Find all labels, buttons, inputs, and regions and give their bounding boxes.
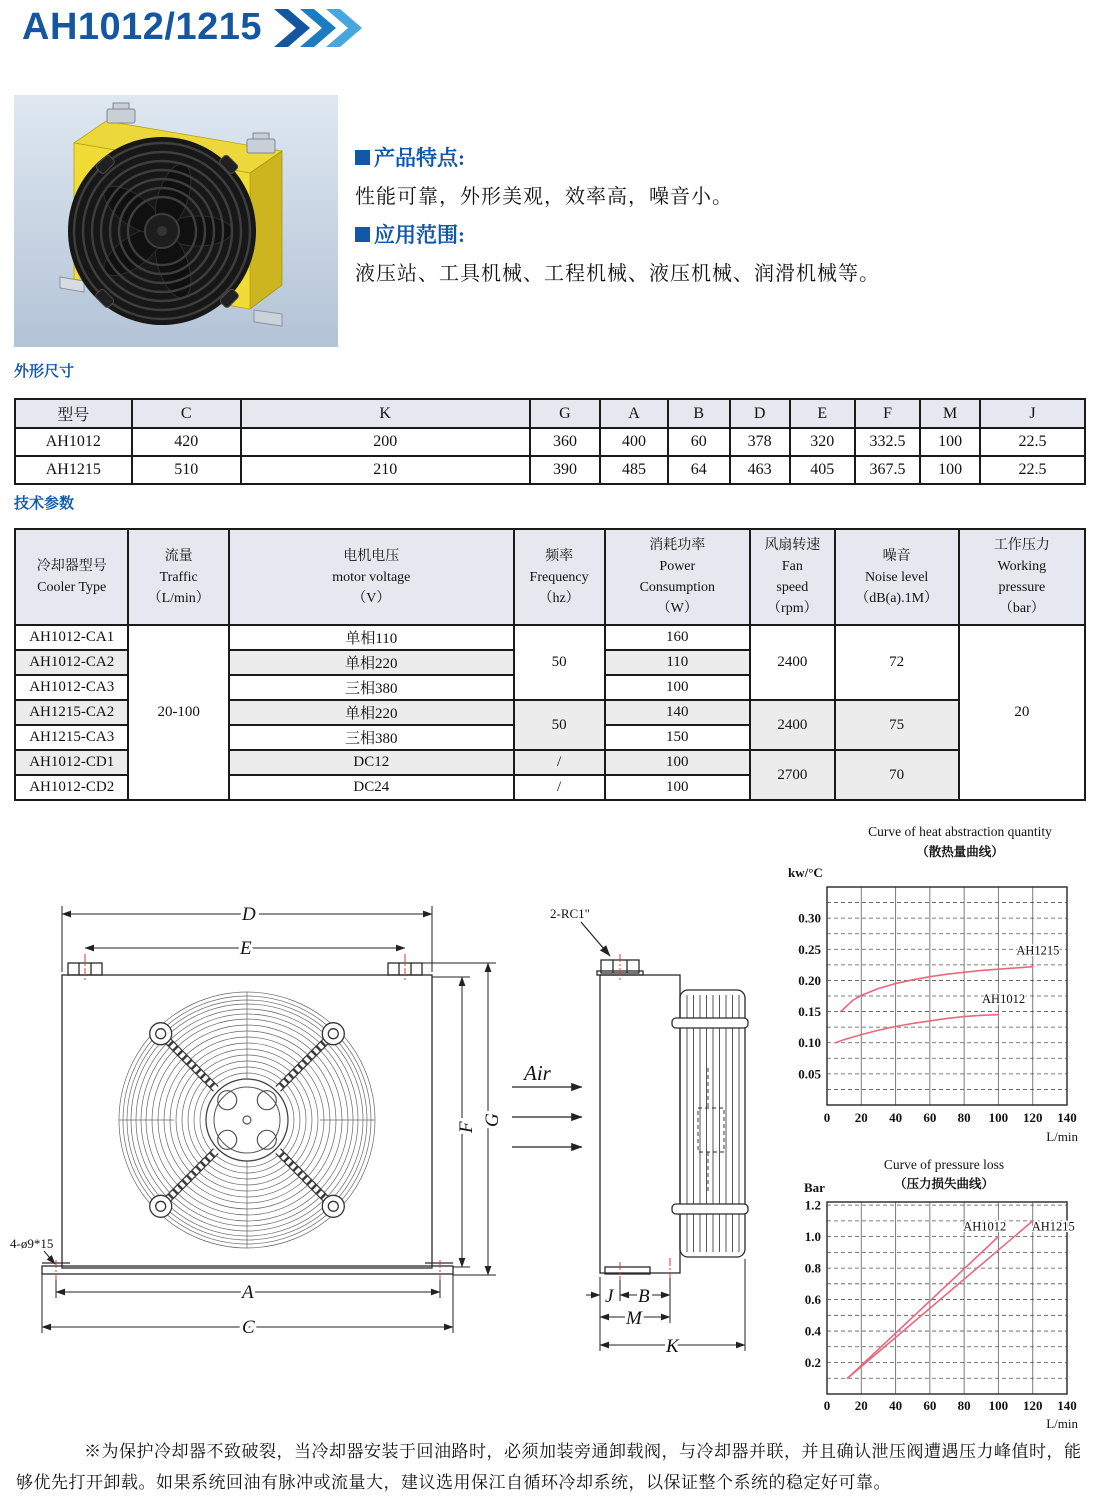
tech-cell: 70: [835, 750, 959, 800]
chart-title: Curve of heat abstraction quantity: [868, 824, 1052, 839]
tech-cell: 20-100: [128, 625, 229, 800]
dim-cell: 360: [530, 428, 601, 456]
parameters-table: [14, 528, 1086, 801]
dimensions-table-wrap: [14, 398, 1086, 485]
tech-cell: 三相380: [229, 675, 514, 700]
tech-cell: 110: [605, 650, 751, 675]
dim-cell: 510: [132, 456, 241, 484]
dim-label-e: E: [240, 938, 252, 959]
dim-cell: 22.5: [980, 428, 1085, 456]
dim-cell: 100: [920, 428, 980, 456]
tech-cell: AH1012-CA1: [15, 625, 128, 650]
tech-cell: 三相380: [229, 725, 514, 750]
tech-cell: 160: [605, 625, 751, 650]
dim-cell: 210: [241, 456, 530, 484]
tech-cell: /: [514, 750, 605, 775]
dim-header-cell: G: [530, 399, 601, 428]
section-label-dimensions: 外形尺寸: [14, 363, 75, 380]
x-tick-label: 20: [854, 1398, 868, 1413]
tech-cell: 2700: [750, 750, 835, 800]
dim-cell: 320: [790, 428, 855, 456]
x-tick-label: 60: [923, 1398, 937, 1413]
dim-cell: 485: [600, 456, 667, 484]
y-tick-label: 0.4: [804, 1323, 821, 1339]
dim-header-cell: K: [241, 399, 530, 428]
dim-cell: 463: [730, 456, 790, 484]
features-heading: 产品特点:: [374, 146, 465, 170]
dim-header-cell: M: [920, 399, 980, 428]
dim-cell: 60: [668, 428, 730, 456]
page-title: AH1012/1215: [22, 6, 263, 48]
scope-text: 液压站、工具机械、工程机械、液压机械、润滑机械等。: [355, 263, 880, 285]
dim-cell: AH1012: [15, 428, 132, 456]
x-axis-unit: L/min: [1046, 1129, 1078, 1144]
tech-cell: DC12: [229, 750, 514, 775]
tech-cell: 50: [514, 625, 605, 700]
parameters-table-wrap: [14, 528, 1086, 801]
tech-header-cell: 工作压力 Working pressure （bar）: [959, 529, 1085, 625]
dimensions-table: [14, 398, 1086, 485]
dim-cell: 64: [668, 456, 730, 484]
y-tick-label: 0.2: [804, 1355, 821, 1371]
dim-label-g: G: [482, 1113, 503, 1127]
y-tick-label: 0.8: [804, 1260, 821, 1276]
series-AH1012: [848, 1237, 999, 1379]
dim-label-a: A: [242, 1282, 254, 1303]
y-tick-label: 0.20: [798, 972, 821, 988]
dim-cell: 332.5: [855, 428, 920, 456]
tech-cell: 140: [605, 700, 751, 725]
y-tick-label: 0.05: [798, 1066, 821, 1082]
tech-header-cell: 噪音 Noise level （dB(a).1M）: [835, 529, 959, 625]
tech-cell: 单相110: [229, 625, 514, 650]
tech-cell: AH1012-CA2: [15, 650, 128, 675]
y-tick-label: 0.25: [798, 941, 821, 957]
heat-curve-chart: [780, 820, 1090, 1155]
y-tick-label: 0.30: [798, 910, 821, 926]
x-axis-unit: L/min: [1046, 1416, 1078, 1431]
chart-title: Curve of pressure loss: [883, 1157, 1005, 1172]
tech-cell: 75: [835, 700, 959, 750]
tech-cell: DC24: [229, 775, 514, 800]
y-tick-label: 1.2: [804, 1197, 821, 1213]
dim-header-cell: A: [600, 399, 667, 428]
tech-cell: /: [514, 775, 605, 800]
tech-cell: AH1012-CA3: [15, 675, 128, 700]
y-axis-unit: kw/°C: [788, 865, 823, 880]
x-tick-label: 0: [823, 1398, 831, 1413]
x-tick-label: 0: [823, 1110, 831, 1125]
dim-cell: 390: [530, 456, 601, 484]
dim-cell: 100: [920, 456, 980, 484]
x-tick-label: 80: [957, 1110, 971, 1125]
y-tick-label: 0.6: [804, 1292, 821, 1308]
fan-illustration: [68, 137, 256, 325]
tech-cell: 50: [514, 700, 605, 750]
x-tick-label: 80: [957, 1398, 971, 1413]
tech-cell: 单相220: [229, 700, 514, 725]
tech-cell: 100: [605, 675, 751, 700]
section-label-parameters: 技术参数: [14, 495, 75, 512]
dim-label-f: F: [456, 1121, 477, 1133]
dim-header-cell: C: [132, 399, 241, 428]
x-tick-label: 140: [1057, 1398, 1077, 1413]
tech-header-cell: 消耗功率 Power Consumption （W）: [605, 529, 751, 625]
fitting-note: 2-RC1": [550, 906, 590, 921]
series-label: AH1215: [1016, 943, 1060, 958]
chart-subtitle: （散热量曲线）: [916, 845, 1004, 859]
series-label: AH1012: [982, 991, 1026, 1006]
footer-note: ※为保护冷却器不致破裂，当冷却器安装于回油路时，必须加装旁通卸载阀，与冷却器并联，并且确认泄压阀遭遇压力峰值时，能够优先打开卸载。如果系统回油有脉冲或流量大，建议选用保江自循环冷却系统，以保证整个系统的稳定好可靠。: [16, 1442, 1082, 1493]
dim-header-cell: D: [730, 399, 790, 428]
tech-cell: 2400: [750, 625, 835, 700]
side-view-drawing: [512, 906, 748, 1357]
product-photo: [14, 95, 338, 347]
series-label: AH1215: [1031, 1219, 1075, 1234]
x-tick-label: 40: [889, 1110, 903, 1125]
dim-header-cell: 型号: [15, 399, 132, 428]
dim-label-d: D: [242, 904, 256, 925]
dim-cell: 420: [132, 428, 241, 456]
dim-cell: 367.5: [855, 456, 920, 484]
tech-cell: AH1215-CA3: [15, 725, 128, 750]
dim-cell: 405: [790, 456, 855, 484]
hole-note: 4-ø9*15: [10, 1236, 54, 1251]
tech-header-cell: 风扇转速 Fan speed （rpm）: [750, 529, 835, 625]
dim-label-j: J: [605, 1286, 614, 1307]
tech-header-cell: 电机电压 motor voltage （V）: [229, 529, 514, 625]
x-tick-label: 40: [889, 1398, 903, 1413]
tech-header-cell: 频率 Frequency （hz）: [514, 529, 605, 625]
dim-cell: 378: [730, 428, 790, 456]
page-header: [22, 6, 364, 49]
y-tick-label: 0.15: [798, 1004, 821, 1020]
tech-cell: 2400: [750, 700, 835, 750]
tech-cell: 20: [959, 625, 1085, 800]
y-tick-label: 0.10: [798, 1035, 821, 1051]
tech-cell: 72: [835, 625, 959, 700]
dim-header-cell: B: [668, 399, 730, 428]
dim-label-m: M: [626, 1308, 642, 1329]
series-label: AH1012: [963, 1219, 1007, 1234]
technical-drawings: [8, 868, 798, 1413]
scope-heading: 应用范围:: [374, 223, 465, 247]
tech-cell: 100: [605, 775, 751, 800]
x-tick-label: 120: [1022, 1398, 1043, 1413]
y-axis-unit: Bar: [804, 1180, 825, 1195]
chevrons-icon: [274, 9, 364, 47]
chart-subtitle: （压力损失曲线）: [893, 1177, 995, 1191]
x-tick-label: 20: [854, 1110, 868, 1125]
bullet-square-icon: [355, 227, 370, 242]
x-tick-label: 100: [988, 1110, 1009, 1125]
tech-cell: 150: [605, 725, 751, 750]
product-description: [355, 136, 955, 296]
x-tick-label: 120: [1022, 1110, 1043, 1125]
dim-header-cell: E: [790, 399, 855, 428]
front-view-drawing: [10, 904, 503, 1338]
tech-header-cell: 流量 Traffic （L/min）: [128, 529, 229, 625]
dim-cell: 200: [241, 428, 530, 456]
tech-cell: AH1012-CD2: [15, 775, 128, 800]
tech-cell: AH1215-CA2: [15, 700, 128, 725]
tech-header-cell: 冷却器型号 Cooler Type: [15, 529, 128, 625]
dim-header-cell: J: [980, 399, 1085, 428]
dim-label-k: K: [666, 1336, 679, 1357]
x-tick-label: 100: [988, 1398, 1009, 1413]
dim-label-b: B: [638, 1286, 650, 1307]
air-label: Air: [524, 1061, 551, 1085]
tech-cell: AH1012-CD1: [15, 750, 128, 775]
bullet-square-icon: [355, 150, 370, 165]
dim-cell: 400: [600, 428, 667, 456]
series-AH1012: [836, 1015, 999, 1043]
tech-cell: 单相220: [229, 650, 514, 675]
x-tick-label: 140: [1057, 1110, 1077, 1125]
features-text: 性能可靠，外形美观，效率高，噪音小。: [355, 186, 733, 208]
dim-label-c: C: [242, 1317, 255, 1338]
pressure-curve-chart: [780, 1155, 1090, 1440]
dim-cell: AH1215: [15, 456, 132, 484]
y-tick-label: 1.0: [804, 1229, 821, 1245]
x-tick-label: 60: [923, 1110, 937, 1125]
tech-cell: 100: [605, 750, 751, 775]
dim-header-cell: F: [855, 399, 920, 428]
dim-cell: 22.5: [980, 456, 1085, 484]
